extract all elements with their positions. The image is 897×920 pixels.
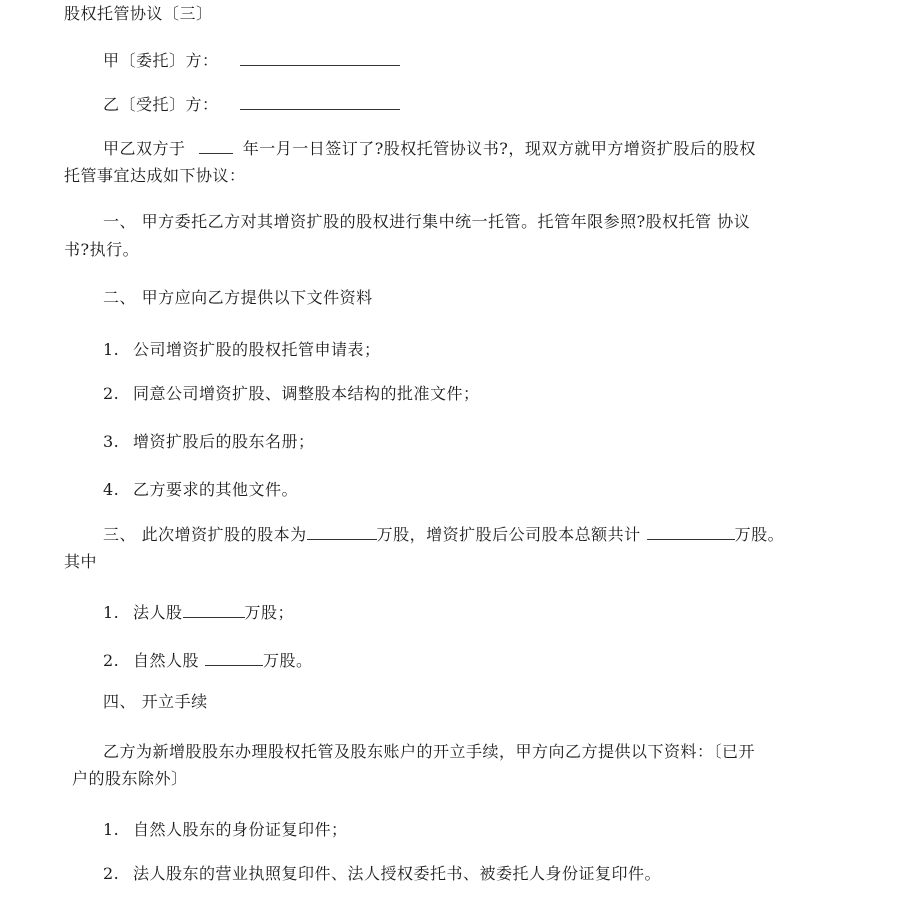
intro-post: 年一月一日签订了?股权托管协议书?，现双方就甲方增资扩股后的股权 (242, 139, 756, 158)
document-title: 股权托管协议〔三〕 (64, 4, 213, 23)
list-item (103, 602, 294, 623)
item-text: 增资扩股后的股东名册； (133, 432, 315, 451)
clause3-post: 万股。 (734, 525, 785, 544)
clause2-heading: 二、 甲方应向乙方提供以下文件资料 (103, 288, 373, 307)
item-text: 乙方要求的其他文件。 (133, 480, 299, 499)
clause4-para-line-2: 户的股东除外〕 (72, 769, 188, 788)
party-a-line (103, 50, 400, 71)
list-item (103, 650, 313, 671)
item-text: 自然人股东的身份证复印件； (133, 820, 348, 839)
intro-line-1 (103, 138, 756, 159)
list-item (103, 480, 298, 500)
list-item (103, 432, 315, 452)
item-number: 2. (103, 384, 120, 403)
clause1-line-2: 书?执行。 (64, 240, 140, 259)
item-text: 自然人股 (133, 651, 200, 670)
item-number: 2. (103, 864, 120, 883)
intro-pre: 甲乙双方于 (103, 139, 186, 158)
list-item (103, 340, 381, 360)
clause3-line-1 (103, 524, 784, 545)
clause3-shares-blank (307, 524, 377, 540)
list-item (103, 820, 348, 840)
clause4-para-line-1: 乙方为新增股股东办理股权托管及股东账户的开立手续，甲方向乙方提供以下资料：〔已开 (103, 742, 756, 761)
clause4-heading: 四、 开立手续 (103, 692, 208, 711)
item-number: 1. (103, 603, 120, 622)
natural-person-shares-blank (205, 650, 263, 666)
item-number: 4. (103, 480, 120, 499)
item-text: 万股。 (263, 651, 313, 670)
clause3-mid: 万股，增资扩股后公司股本总额共计 (376, 525, 641, 544)
party-b-line (103, 94, 400, 115)
party-a-label: 甲〔委托〕方： (103, 51, 219, 70)
item-text: 万股； (244, 603, 295, 622)
list-item (103, 384, 480, 404)
party-a-blank (240, 50, 400, 66)
item-text: 法人股东的营业执照复印件、法人授权委托书、被委托人身份证复印件。 (133, 864, 662, 883)
item-text: 公司增资扩股的股权托管申请表； (133, 340, 381, 359)
party-b-label: 乙〔受托〕方： (103, 95, 219, 114)
clause3-pre: 三、 此次增资扩股的股本为 (103, 525, 307, 544)
clause1-line-1: 一、 甲方委托乙方对其增资扩股的股权进行集中统一托管。托管年限参照?股权托管 协议 (103, 212, 751, 231)
list-item (103, 864, 661, 884)
item-text: 法人股 (133, 603, 183, 622)
legal-person-shares-blank (183, 602, 245, 618)
intro-year-blank (199, 138, 233, 154)
intro-line-2: 托管事宜达成如下协议： (64, 166, 246, 185)
clause3-total-blank (647, 524, 735, 540)
item-number: 1. (103, 820, 120, 839)
item-number: 2. (103, 651, 120, 670)
item-text: 同意公司增资扩股、调整股本结构的批准文件； (133, 384, 480, 403)
item-number: 1. (103, 340, 120, 359)
item-number: 3. (103, 432, 120, 451)
clause3-line-2: 其中 (64, 552, 98, 571)
party-b-blank (240, 94, 400, 110)
